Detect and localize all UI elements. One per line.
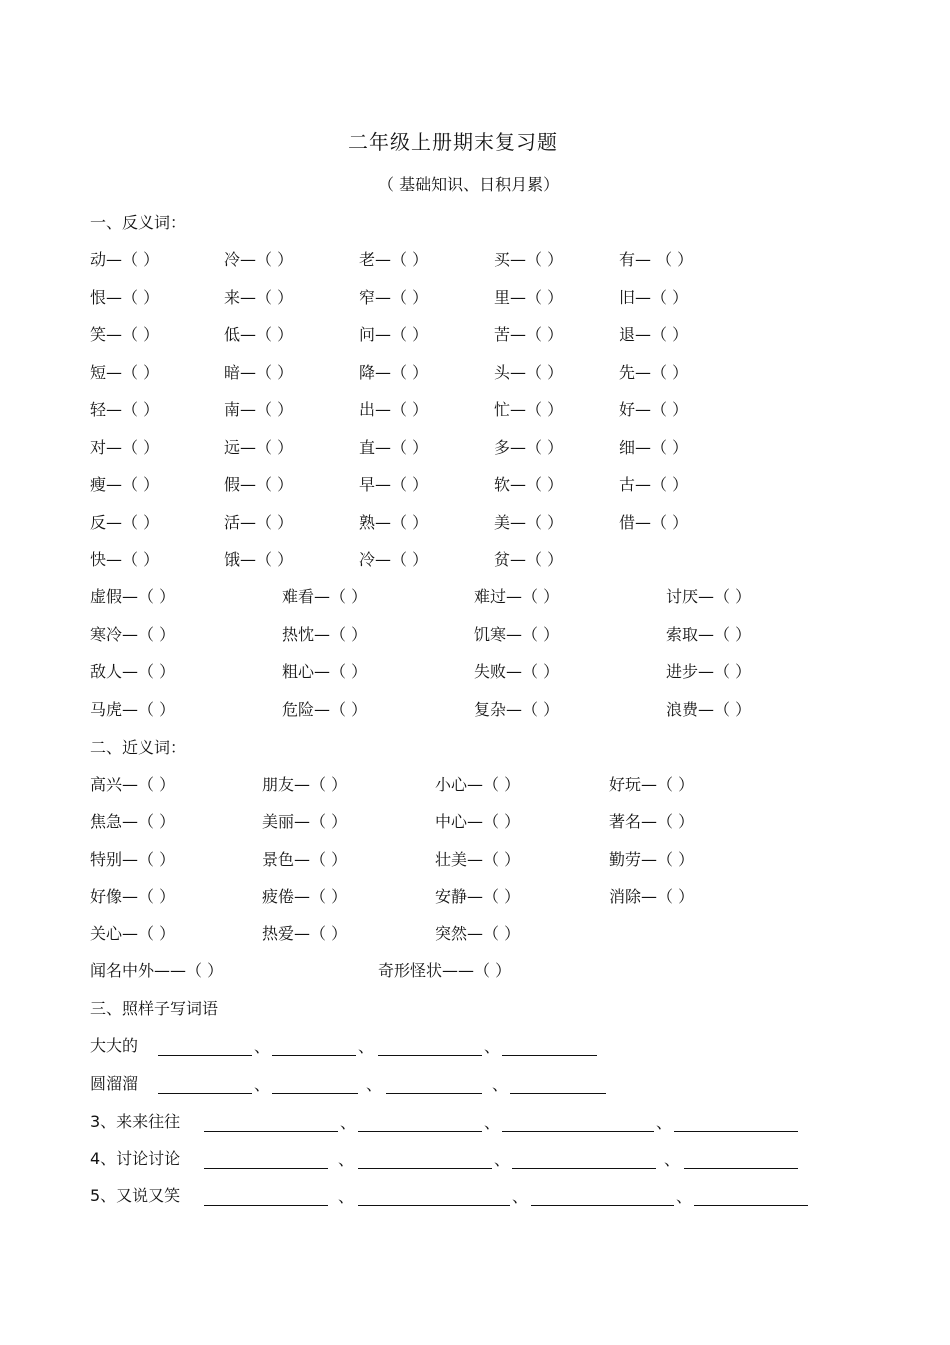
answer-blank[interactable] bbox=[386, 1093, 482, 1094]
antonym-item: 冷—（ ） bbox=[359, 550, 429, 569]
patterns-heading: 三、照样子写词语 bbox=[90, 999, 219, 1018]
synonym-item: 关心—（ ） bbox=[90, 924, 176, 943]
antonym-item: 敌人—（ ） bbox=[90, 662, 176, 681]
antonym-item: 难过—（ ） bbox=[474, 587, 560, 606]
synonym-item: 高兴—（ ） bbox=[90, 775, 176, 794]
antonym-item: 里—（ ） bbox=[494, 288, 564, 307]
separator: 、 bbox=[358, 1037, 375, 1056]
separator: 、 bbox=[254, 1075, 271, 1094]
answer-blank[interactable] bbox=[158, 1093, 252, 1094]
separator: 、 bbox=[254, 1037, 271, 1056]
idiom-item: 闻名中外——（ ） bbox=[90, 961, 224, 980]
answer-blank[interactable] bbox=[502, 1131, 654, 1132]
antonym-item: 多—（ ） bbox=[494, 438, 564, 457]
separator: 、 bbox=[512, 1187, 529, 1206]
antonym-item: 先—（ ） bbox=[619, 363, 689, 382]
antonym-item: 低—（ ） bbox=[224, 325, 294, 344]
antonym-item: 粗心—（ ） bbox=[282, 662, 368, 681]
antonyms-heading: 一、反义词： bbox=[90, 213, 187, 232]
answer-blank[interactable] bbox=[502, 1055, 597, 1056]
pattern-label: 大大的 bbox=[90, 1036, 139, 1055]
antonym-item: 退—（ ） bbox=[619, 325, 689, 344]
antonym-item: 好—（ ） bbox=[619, 400, 689, 419]
answer-blank[interactable] bbox=[272, 1055, 356, 1056]
antonym-item: 降—（ ） bbox=[359, 363, 429, 382]
separator: 、 bbox=[484, 1113, 501, 1132]
answer-blank[interactable] bbox=[684, 1168, 798, 1169]
antonym-item: 苦—（ ） bbox=[494, 325, 564, 344]
antonym-item: 直—（ ） bbox=[359, 438, 429, 457]
synonym-item: 美丽—（ ） bbox=[262, 812, 348, 831]
antonym-item: 美—（ ） bbox=[494, 513, 564, 532]
antonym-item: 南—（ ） bbox=[224, 400, 294, 419]
antonym-item: 买—（ ） bbox=[494, 250, 564, 269]
antonym-item: 笑—（ ） bbox=[90, 325, 160, 344]
antonym-item: 瘦—（ ） bbox=[90, 475, 160, 494]
antonym-item: 借—（ ） bbox=[619, 513, 689, 532]
antonym-item: 进步—（ ） bbox=[666, 662, 752, 681]
antonym-item: 老—（ ） bbox=[359, 250, 429, 269]
idiom-item: 奇形怪状——（ ） bbox=[378, 961, 512, 980]
antonym-item: 索取—（ ） bbox=[666, 625, 752, 644]
synonym-item: 突然—（ ） bbox=[435, 924, 521, 943]
separator: 、 bbox=[366, 1075, 383, 1094]
antonym-item: 饿—（ ） bbox=[224, 550, 294, 569]
antonym-item: 讨厌—（ ） bbox=[666, 587, 752, 606]
antonym-item: 恨—（ ） bbox=[90, 288, 160, 307]
synonym-item: 中心—（ ） bbox=[435, 812, 521, 831]
antonym-item: 马虎—（ ） bbox=[90, 700, 176, 719]
synonym-item: 热爱—（ ） bbox=[262, 924, 348, 943]
synonym-item: 小心—（ ） bbox=[435, 775, 521, 794]
answer-blank[interactable] bbox=[204, 1168, 328, 1169]
antonym-item: 窄—（ ） bbox=[359, 288, 429, 307]
synonym-item: 好玩—（ ） bbox=[609, 775, 695, 794]
antonym-item: 危险—（ ） bbox=[282, 700, 368, 719]
antonym-item: 远—（ ） bbox=[224, 438, 294, 457]
page-subtitle: （ 基础知识、日积月累） bbox=[378, 175, 560, 194]
synonym-item: 特别—（ ） bbox=[90, 850, 176, 869]
antonym-item: 复杂—（ ） bbox=[474, 700, 560, 719]
antonym-item: 对—（ ） bbox=[90, 438, 160, 457]
answer-blank[interactable] bbox=[272, 1093, 358, 1094]
antonym-item: 出—（ ） bbox=[359, 400, 429, 419]
separator: 、 bbox=[664, 1150, 681, 1169]
antonym-item: 忙—（ ） bbox=[494, 400, 564, 419]
synonym-item: 景色—（ ） bbox=[262, 850, 348, 869]
antonym-item: 旧—（ ） bbox=[619, 288, 689, 307]
separator: 、 bbox=[676, 1187, 693, 1206]
pattern-label: 3、来来往往 bbox=[90, 1112, 181, 1131]
antonym-item: 轻—（ ） bbox=[90, 400, 160, 419]
separator: 、 bbox=[338, 1187, 355, 1206]
antonym-item: 热忱—（ ） bbox=[282, 625, 368, 644]
synonym-item: 著名—（ ） bbox=[609, 812, 695, 831]
separator: 、 bbox=[338, 1150, 355, 1169]
separator: 、 bbox=[340, 1113, 357, 1132]
separator: 、 bbox=[494, 1150, 511, 1169]
antonym-item: 浪费—（ ） bbox=[666, 700, 752, 719]
antonym-item: 熟—（ ） bbox=[359, 513, 429, 532]
synonym-item: 安静—（ ） bbox=[435, 887, 521, 906]
antonym-item: 活—（ ） bbox=[224, 513, 294, 532]
antonym-item: 软—（ ） bbox=[494, 475, 564, 494]
antonym-item: 虚假—（ ） bbox=[90, 587, 176, 606]
antonym-item: 早—（ ） bbox=[359, 475, 429, 494]
pattern-label: 圆溜溜 bbox=[90, 1074, 139, 1093]
antonym-item: 短—（ ） bbox=[90, 363, 160, 382]
answer-blank[interactable] bbox=[531, 1205, 674, 1206]
antonym-item: 动—（ ） bbox=[90, 250, 160, 269]
answer-blank[interactable] bbox=[510, 1093, 606, 1094]
antonym-item: 反—（ ） bbox=[90, 513, 160, 532]
antonym-item: 来—（ ） bbox=[224, 288, 294, 307]
synonym-item: 勤劳—（ ） bbox=[609, 850, 695, 869]
antonym-item: 贫—（ ） bbox=[494, 550, 564, 569]
answer-blank[interactable] bbox=[358, 1205, 510, 1206]
synonym-item: 焦急—（ ） bbox=[90, 812, 176, 831]
antonym-item: 饥寒—（ ） bbox=[474, 625, 560, 644]
synonym-item: 疲倦—（ ） bbox=[262, 887, 348, 906]
synonyms-heading: 二、近义词： bbox=[90, 738, 187, 757]
antonym-item: 细—（ ） bbox=[619, 438, 689, 457]
answer-blank[interactable] bbox=[512, 1168, 656, 1169]
answer-blank[interactable] bbox=[204, 1131, 338, 1132]
separator: 、 bbox=[484, 1037, 501, 1056]
answer-blank[interactable] bbox=[694, 1205, 808, 1206]
synonym-item: 好像—（ ） bbox=[90, 887, 176, 906]
answer-blank[interactable] bbox=[674, 1131, 798, 1132]
antonym-item: 假—（ ） bbox=[224, 475, 294, 494]
antonym-item: 失败—（ ） bbox=[474, 662, 560, 681]
separator: 、 bbox=[492, 1075, 509, 1094]
antonym-item: 暗—（ ） bbox=[224, 363, 294, 382]
synonym-item: 壮美—（ ） bbox=[435, 850, 521, 869]
answer-blank[interactable] bbox=[158, 1055, 252, 1056]
separator: 、 bbox=[656, 1113, 673, 1132]
antonym-item: 寒冷—（ ） bbox=[90, 625, 176, 644]
antonym-item: 难看—（ ） bbox=[282, 587, 368, 606]
answer-blank[interactable] bbox=[204, 1205, 328, 1206]
antonym-item: 古—（ ） bbox=[619, 475, 689, 494]
answer-blank[interactable] bbox=[378, 1055, 482, 1056]
antonym-item: 有— （ ） bbox=[619, 250, 694, 269]
answer-blank[interactable] bbox=[358, 1168, 492, 1169]
pattern-label: 4、讨论讨论 bbox=[90, 1149, 181, 1168]
synonym-item: 消除—（ ） bbox=[609, 887, 695, 906]
antonym-item: 问—（ ） bbox=[359, 325, 429, 344]
antonym-item: 快—（ ） bbox=[90, 550, 160, 569]
antonym-item: 冷—（ ） bbox=[224, 250, 294, 269]
answer-blank[interactable] bbox=[358, 1131, 482, 1132]
synonym-item: 朋友—（ ） bbox=[262, 775, 348, 794]
antonym-item: 头—（ ） bbox=[494, 363, 564, 382]
pattern-label: 5、又说又笑 bbox=[90, 1186, 181, 1205]
page-title: 二年级上册期末复习题 bbox=[348, 130, 558, 154]
